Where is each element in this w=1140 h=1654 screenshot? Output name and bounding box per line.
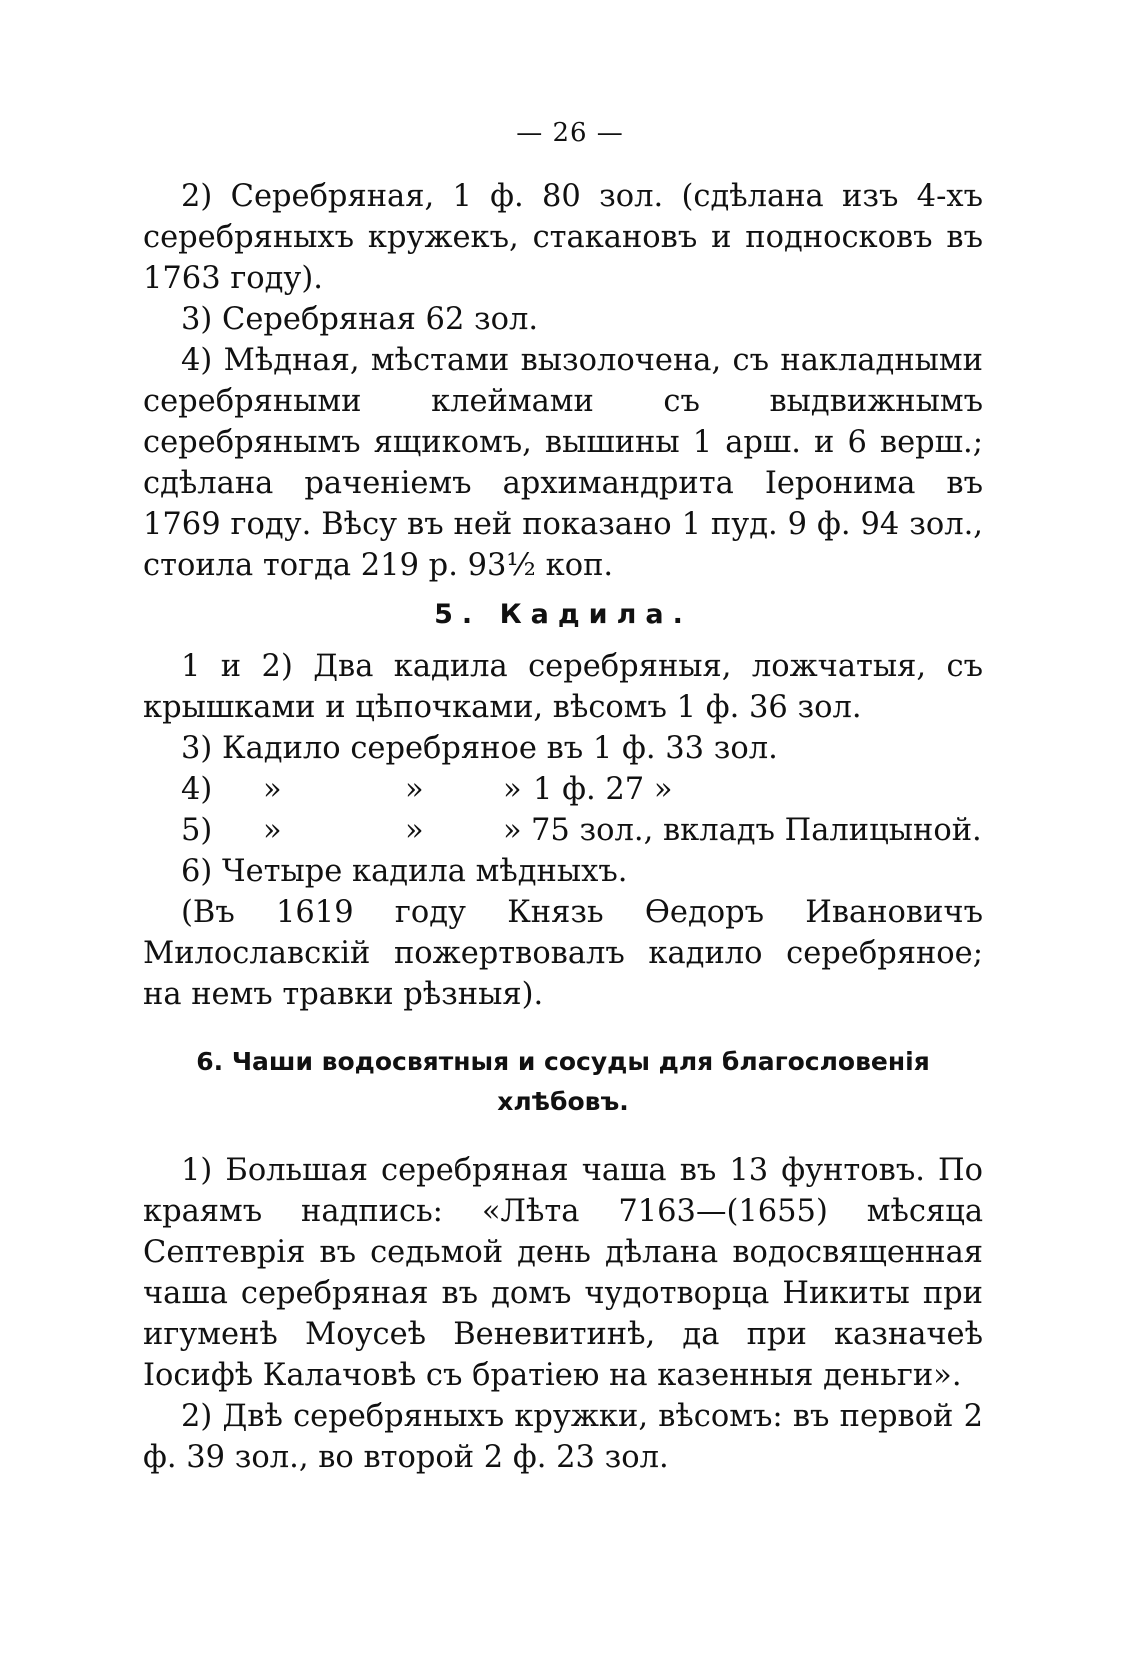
paragraph-item-4: 4) Мѣдная, мѣстами вызолочена, съ накладными серебряными клеймами съ выдвижнымъ серебрянымъ ящикомъ, вышины 1 арш. и 6 верш.; сдѣлана раченіемъ архимандрита Іеронима въ 1769 году. Вѣсу въ ней показано 1 пуд. 9 ф. 94 зол., стоила тогда 219 р. 93½ коп. xyxy=(143,343,983,583)
censer-item-3: 3) Кадило серебряное въ 1 ф. 33 зол. xyxy=(181,731,778,766)
censers-section xyxy=(143,646,983,1015)
bowl-item-1: 1) Большая серебряная чаша въ 13 фунтовъ. По краямъ надпись: «Лѣта 7163—(1655) мѣсяца Септеврія въ седьмой день дѣлана водосвященная чаша серебряная въ домъ чудотворца Никиты при игуменѣ Моусеѣ Веневитинѣ, да при казначеѣ Іосифѣ Калачовѣ съ братіею на казенныя деньги». xyxy=(143,1153,983,1393)
censer-note: (Въ 1619 году Князь Ѳедоръ Ивановичъ Милославскій пожертвовалъ кадило серебряное; на немъ травки рѣзныя). xyxy=(143,895,983,1012)
heading-line-1: 6. Чаши водосвятныя и сосуды для благословенія xyxy=(196,1047,930,1076)
bowl-item-2: 2) Двѣ серебряныхъ кружки, вѣсомъ: въ первой 2 ф. 39 зол., во второй 2 ф. 23 зол. xyxy=(143,1399,983,1475)
item-number: 4) xyxy=(181,772,213,807)
heading-line-2: хлѣбовъ. xyxy=(497,1087,629,1116)
censer-item-4 xyxy=(143,769,983,810)
monstrances-continued xyxy=(143,176,983,586)
paragraph-item-2: 2) Серебряная, 1 ф. 80 зол. (сдѣлана изъ 4-хъ серебряныхъ кружекъ, стакановъ и подносковъ въ 1763 году). xyxy=(143,179,983,296)
section-heading-bowls xyxy=(143,1042,983,1122)
item-rest: 75 зол., вкладъ Палицыной. xyxy=(531,813,982,848)
ditto-mark: » xyxy=(405,813,424,848)
bowls-section xyxy=(143,1150,983,1478)
page-number: — 26 — xyxy=(516,118,624,148)
ditto-mark: » xyxy=(503,813,522,848)
ditto-mark: » xyxy=(405,772,424,807)
section-heading-censers: 5. Кадила. xyxy=(434,599,692,630)
ditto-mark: » xyxy=(263,813,282,848)
paragraph-item-3: 3) Серебряная 62 зол. xyxy=(181,302,539,337)
censer-item-6: 6) Четыре кадила мѣдныхъ. xyxy=(181,854,628,889)
item-rest: 1 ф. 27 » xyxy=(533,772,673,807)
censer-item-1-2: 1 и 2) Два кадила серебряныя, ложчатыя, съ крышками и цѣпочками, вѣсомъ 1 ф. 36 зол. xyxy=(143,649,983,725)
ditto-mark: » xyxy=(263,772,282,807)
ditto-mark: » xyxy=(503,772,522,807)
item-number: 5) xyxy=(181,813,213,848)
censer-item-5 xyxy=(143,810,983,851)
